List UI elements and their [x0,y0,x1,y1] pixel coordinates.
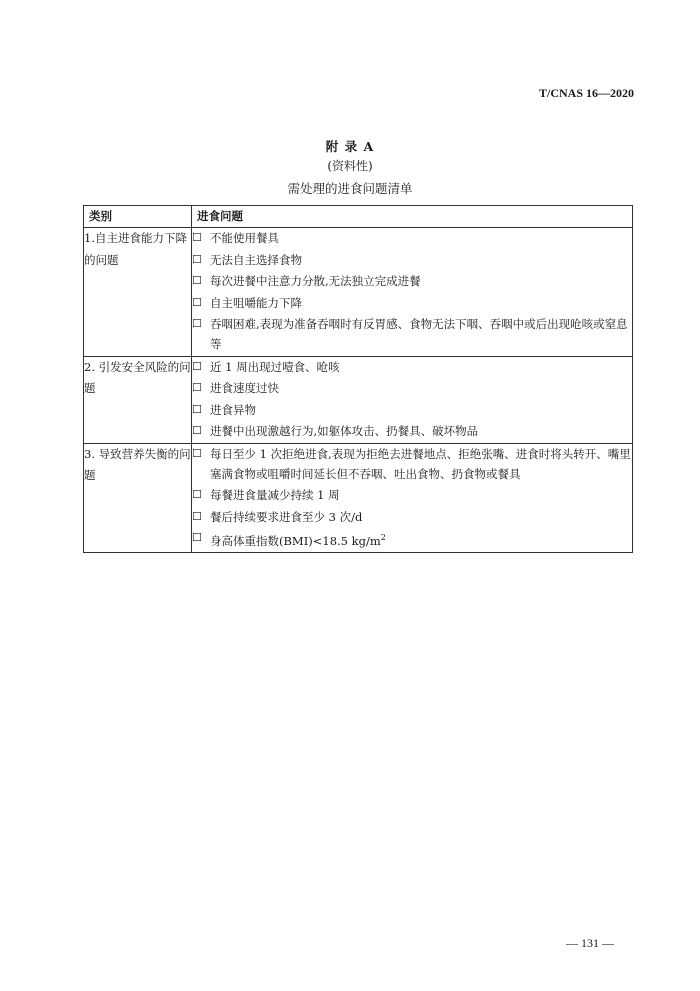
checkbox-icon[interactable]: ☐ [192,274,202,287]
list-item [192,228,632,248]
list-item [192,357,632,377]
document-code: T/CNAS 16—2020 [538,86,634,100]
items-cell [192,356,633,443]
table-row [84,228,633,357]
items-cell [192,228,633,357]
page-number: — 131 — [566,936,614,950]
item-text: 每次进餐中注意力分散,无法独立完成进餐 [210,274,421,288]
item-text: 吞咽困难,表现为准备吞咽时有反胃感、食物无法下咽、吞咽中或后出现呛咳或窒息等 [210,317,628,351]
appendix-title: 附 录 A [325,139,375,154]
checkbox-icon[interactable]: ☐ [192,295,202,309]
checkbox-icon[interactable]: ☐ [192,381,202,394]
checkbox-icon[interactable]: ☐ [192,231,202,244]
items-cell [192,443,633,553]
category-cell: 3. 导致营养失衡的问题 [84,443,192,553]
header-problems: 进食问题 [192,206,633,228]
appendix-subtitle: 需处理的进食问题清单 [287,181,413,196]
table-row [84,356,633,443]
category-cell: 2. 引发安全风险的问题 [84,356,192,443]
item-text: 无法自主选择食物 [210,252,302,267]
checkbox-icon[interactable]: ☐ [192,252,202,266]
checkbox-icon[interactable]: ☐ [192,424,202,437]
checkbox-icon[interactable]: ☐ [192,359,202,373]
item-text [210,528,632,551]
item-text: 不能使用餐具 [210,231,279,245]
list-item [192,293,632,313]
list-item [192,444,632,484]
list-item [192,528,632,551]
checkbox-icon[interactable]: ☐ [192,446,202,460]
table-header-row [84,206,633,228]
category-cell: 1.自主进食能力下降的问题 [84,228,192,357]
list-item [192,271,632,291]
item-text: 进食速度过快 [210,381,279,395]
list-item [192,485,632,505]
bmi-superscript: 2 [380,533,386,542]
list-item [192,314,632,354]
feeding-problems-table [83,205,633,553]
bmi-text: 身高体重指数(BMI)<18.5 kg/m [210,533,381,548]
checkbox-icon[interactable]: ☐ [192,509,202,523]
checkbox-icon[interactable]: ☐ [192,531,202,544]
list-item [192,421,632,441]
checkbox-icon[interactable]: ☐ [192,488,202,501]
table-row [84,443,633,553]
item-text: 每日至少 1 次拒绝进食,表现为拒绝去进餐地点、拒绝张嘴、进食时将头转开、嘴里塞满食物或咀嚼时间延长但不吞咽、吐出食物、扔食物或餐具 [210,446,631,481]
item-text: 每餐进食量减少持续 1 周 [210,488,340,502]
item-text: 自主咀嚼能力下降 [210,295,302,310]
item-text: 近 1 周出现过噎食、呛咳 [210,359,340,374]
appendix-nature: (资料性) [327,159,373,173]
checkbox-icon[interactable]: ☐ [192,317,202,330]
item-text: 餐后持续要求进食至少 3 次/d [210,509,363,524]
list-item [192,378,632,398]
list-item [192,507,632,527]
item-text: 进食异物 [210,402,256,417]
header-category: 类别 [84,206,192,228]
list-item [192,400,632,420]
list-item [192,250,632,270]
checkbox-icon[interactable]: ☐ [192,402,202,416]
item-text: 进餐中出现激越行为,如躯体攻击、扔餐具、破坏物品 [210,424,479,438]
